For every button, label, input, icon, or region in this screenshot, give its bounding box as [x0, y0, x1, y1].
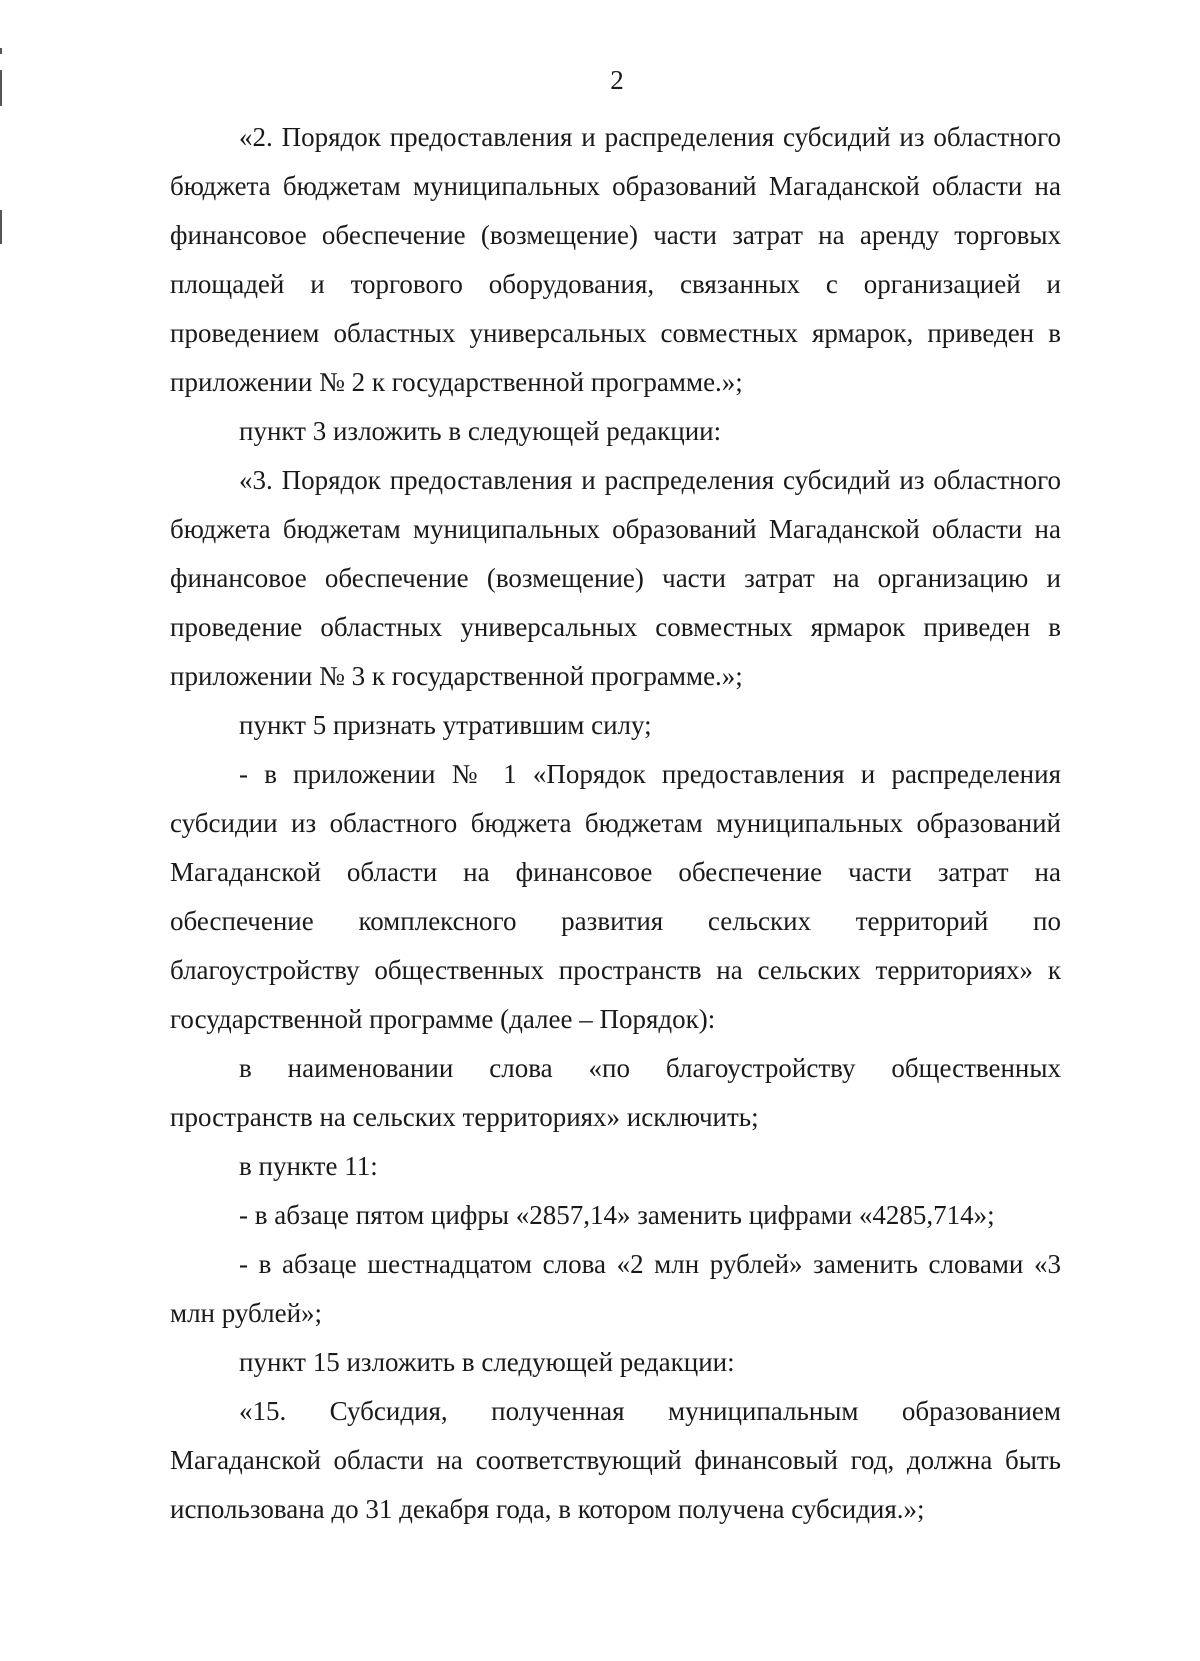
document-body	[170, 113, 1061, 1534]
paragraph-item-5-repeal: пункт 5 признать утратившим силу;	[239, 710, 652, 740]
scan-edge-mark	[0, 210, 2, 244]
paragraph-amend-item-3: пункт 3 изложить в следующей редакции:	[239, 416, 722, 446]
paragraph-item-11-abz-5: - в абзаце пятом цифры «2857,14» заменить цифрами «4285,714»;	[239, 1200, 995, 1230]
paragraph-item-11-abz-16: - в абзаце шестнадцатом слова «2 млн рублей» заменить словами «3 млн рублей»;	[170, 1249, 1061, 1328]
paragraph-item-11: в пункте 11:	[239, 1151, 378, 1181]
scan-edge-mark	[0, 48, 2, 54]
paragraph-item-2-text: «2. Порядок предоставления и распределения субсидий из областного бюджета бюджетам муниципальных образований Магаданской области на финансовое обеспечение (возмещение) части затрат на аренду торговых площадей и торгового оборудования, связанных с организацией и проведением областных универсальных совместных ярмарок, приведен в приложении № 2 к государственной программе.»;	[170, 122, 1061, 397]
paragraph-appendix-1: - в приложении № 1 «Порядок предоставления и распределения субсидии из областного бюджета бюджетам муниципальных образований Магаданской области на финансовое обеспечение части затрат на обеспечение комплексного развития сельских территорий по благоустройству общественных пространств на сельских территориях» к государственной программе (далее – Порядок):	[170, 759, 1061, 1034]
paragraph-amend-item-15: пункт 15 изложить в следующей редакции:	[239, 1347, 735, 1377]
paragraph-item-15-text: «15. Субсидия, полученная муниципальным образованием Магаданской области на соответствующий финансовый год, должна быть использована до 31 декабря года, в котором получена субсидия.»;	[170, 1396, 1061, 1524]
page-number: 2	[610, 65, 624, 95]
paragraph-title-change: в наименовании слова «по благоустройству общественных пространств на сельских территориях» исключить;	[170, 1053, 1061, 1132]
paragraph-item-3-text: «3. Порядок предоставления и распределения субсидий из областного бюджета бюджетам муниципальных образований Магаданской области на финансовое обеспечение (возмещение) части затрат на организацию и проведение областных универсальных совместных ярмарок приведен в приложении № 3 к государственной программе.»;	[170, 465, 1061, 691]
